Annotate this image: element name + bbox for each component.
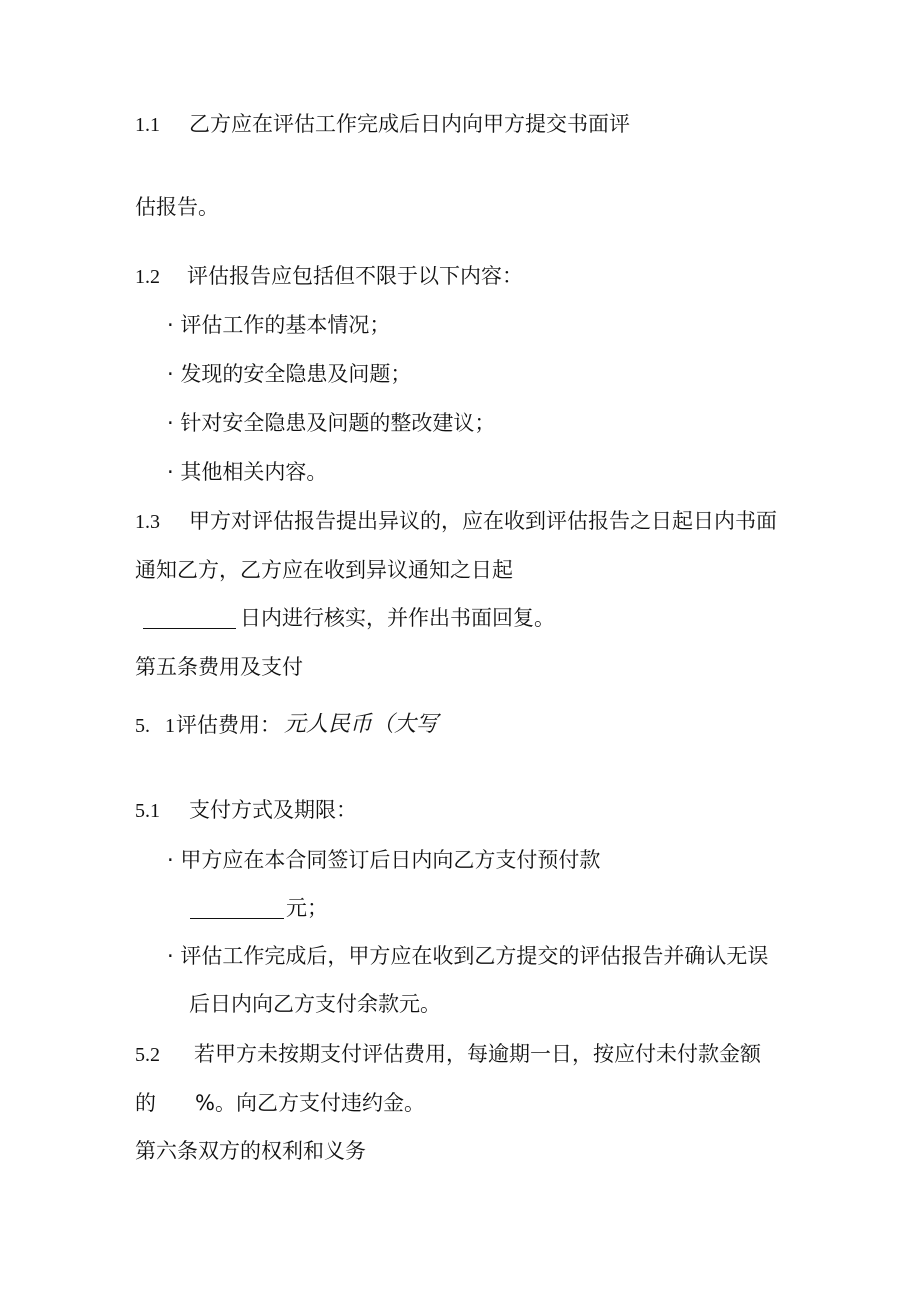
clause-text: 评估报告应包括但不限于以下内容： xyxy=(187,264,523,288)
list-item: · 评估工作的基本情况； xyxy=(167,313,391,337)
clause-text-continuation: 通知乙方，乙方应在收到异议通知之日起 xyxy=(135,558,513,582)
clause-text-continuation: 估报告。 xyxy=(135,195,219,219)
list-item: · 发现的安全隐患及问题； xyxy=(167,362,412,386)
clause-text-continuation: 日内进行核实，并作出书面回复。 xyxy=(240,606,555,630)
clause-text: 甲方对评估报告提出异议的，应在收到评估报告之日起日内书面 xyxy=(189,509,777,533)
list-item: · 评估工作完成后，甲方应在收到乙方提交的评估报告并确认无误 xyxy=(167,944,769,968)
clause-text: 支付方式及期限： xyxy=(189,798,357,822)
article-heading: 第五条费用及支付 xyxy=(135,655,303,679)
list-item: · 其他相关内容。 xyxy=(167,460,328,484)
list-item-continuation: 后日内向乙方支付余款元。 xyxy=(189,992,441,1016)
fill-in-blank xyxy=(190,899,284,919)
list-item: · 甲方应在本合同签订后日内向乙方支付预付款 xyxy=(167,848,601,872)
clause-number: 1.2 xyxy=(135,266,160,288)
clause-number: 1.1 xyxy=(135,114,160,136)
clause-number: 1 xyxy=(165,715,175,737)
clause-number: 5.1 xyxy=(135,800,160,822)
article-heading: 第六条双方的权利和义务 xyxy=(135,1139,366,1163)
clause-text-continuation: 的 xyxy=(135,1091,156,1115)
clause-text-continuation: %。向乙方支付违约金。 xyxy=(195,1091,425,1115)
fill-in-blank xyxy=(143,609,236,629)
clause-text: 乙方应在评估工作完成后日内向甲方提交书面评 xyxy=(189,112,630,136)
list-item-continuation: 元； xyxy=(286,896,328,920)
clause-number: 5. xyxy=(135,715,150,737)
clause-number: 5.2 xyxy=(135,1044,160,1066)
handwritten-text: 元人民币（大写 xyxy=(284,712,439,737)
list-item: · 针对安全隐患及问题的整改建议； xyxy=(167,411,496,435)
clause-text: 评估费用： xyxy=(176,713,281,737)
clause-text: 若甲方未按期支付评估费用，每逾期一日，按应付未付款金额 xyxy=(194,1042,761,1066)
clause-number: 1.3 xyxy=(135,511,160,533)
